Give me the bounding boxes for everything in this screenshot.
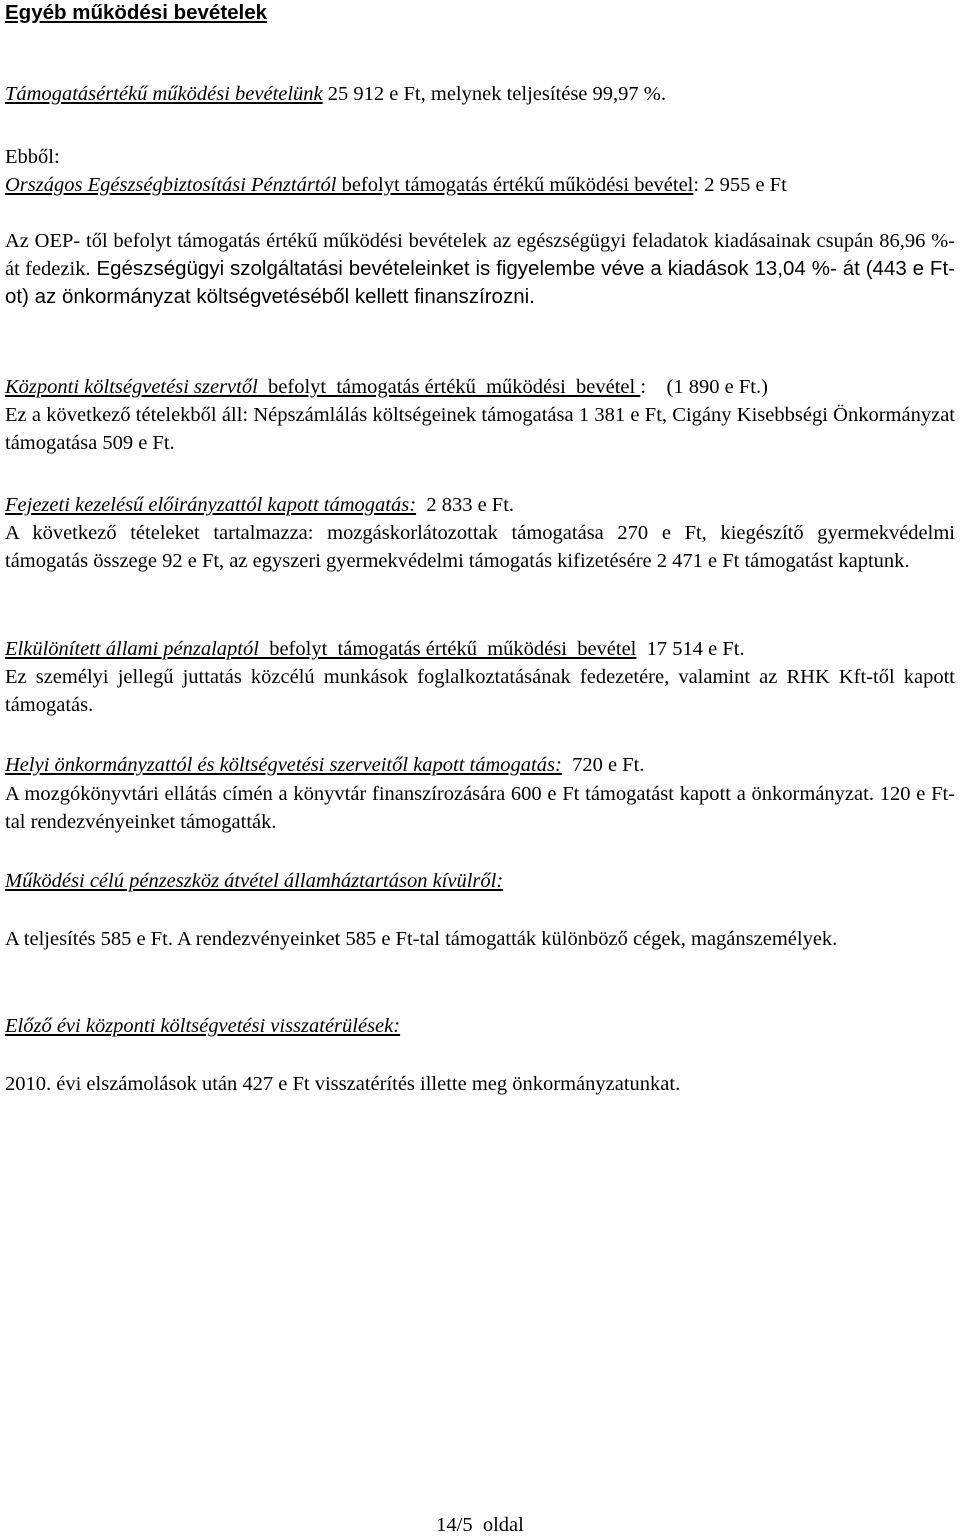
paragraph-local-gov-detail: A mozgókönyvtári ellátás címén a könyvtár finanszírozására 600 e Ft támogatást kapott a önkormányzat. 120 e Ft-tal rendezvényeinket támogatták. [5,783,955,833]
chapter-support-label: Fejezeti kezelésű előirányzattól kapott támogatás: [5,494,417,516]
oep-detail-sentence2: Egészségügyi szolgáltatási bevételeinket is figyelembe véve a kiadások 13,04 %- át (443 e Ft- ot) az önkormányzat költségvetéséből kellett finanszírozni. [5,257,955,308]
paragraph-oep-detail [5,227,955,311]
central-budget-amount: : (1 890 e Ft.) [640,376,768,398]
paragraph-chapter-support-detail: A következő tételeket tartalmazza: mozgáskorlátozottak támogatása 270 e Ft, kiegészítő gyermekvédelmi támogatás összege 92 e Ft, az egyszeri gyermekvédelmi támogatás kifizetésére 2 471 e Ft támogatást kaptunk. [5,522,955,572]
oep-intro: Ebből: [5,146,60,168]
local-gov-label: Helyi önkormányzattól és költségvetési szerveitől kapott támogatás: [5,754,562,776]
central-budget-text-underlined: befolyt támogatás értékű működési bevétel [257,376,641,398]
oep-label: Országos Egészségbiztosítási Pénztártól [5,174,337,196]
oep-text-underlined: befolyt támogatás értékű működési bevétel [336,174,694,196]
paragraph-refunds-detail: 2010. évi elszámolások után 427 e Ft visszatérítés illette meg önkormányzatunkat. [5,1073,681,1095]
oep-amount: : 2 955 e Ft [693,174,787,196]
state-fund-label: Elkülönített állami pénzalaptól [5,638,259,660]
paragraph-central-budget-detail: Ez a következő tételekből áll: Népszámlálás költségeinek támogatása 1 381 e Ft, Cigány Kisebbségi Önkormányzat támogatása 509 e Ft. [5,404,955,454]
paragraph-external-funds [5,867,955,895]
paragraph-external-funds-detail: A teljesítés 585 e Ft. A rendezvényeinket 585 e Ft-tal támogatták különböző cégek, magánszemélyek. [5,928,838,950]
external-funds-label: Működési célú pénzeszköz átvétel államháztartáson kívülről: [5,870,504,892]
paragraph-support-total [5,80,955,108]
paragraph-central-budget [5,373,955,401]
paragraph-state-fund-detail: Ez személyi jellegű juttatás közcélú munkások foglalkoztatásának fedezetére, valamint az RHK Kft-től kapott támogatás. [5,666,955,716]
chapter-support-amount: 2 833 e Ft. [416,494,515,516]
paragraph-chapter-support [5,491,955,519]
oep-detail-sentence1: Az OEP- től befolyt támogatás értékű működési bevételek az egészségügyi feladatok kiadásainak csupán 86,96 %-át fedezik. [5,230,955,280]
support-total-label: Támogatásértékű működési bevételünk [5,83,323,105]
refunds-label: Előző évi központi költségvetési visszatérülések: [5,1015,401,1037]
local-gov-amount: 720 e Ft. [561,754,645,776]
support-total-text: 25 912 e Ft, melynek teljesítése 99,97 %. [322,83,666,105]
state-fund-amount: 17 514 e Ft. [636,638,745,660]
page-number: 14/5 oldal [436,1514,524,1536]
paragraph-state-fund [5,635,955,663]
state-fund-text-underlined: befolyt támogatás értékű működési bevétel [258,638,637,660]
paragraph-oep [5,143,955,199]
paragraph-refunds [5,1012,955,1040]
central-budget-label: Központi költségvetési szervtől [5,376,258,398]
paragraph-local-gov [5,751,955,779]
section-heading: Egyéb működési bevételek [5,1,268,24]
